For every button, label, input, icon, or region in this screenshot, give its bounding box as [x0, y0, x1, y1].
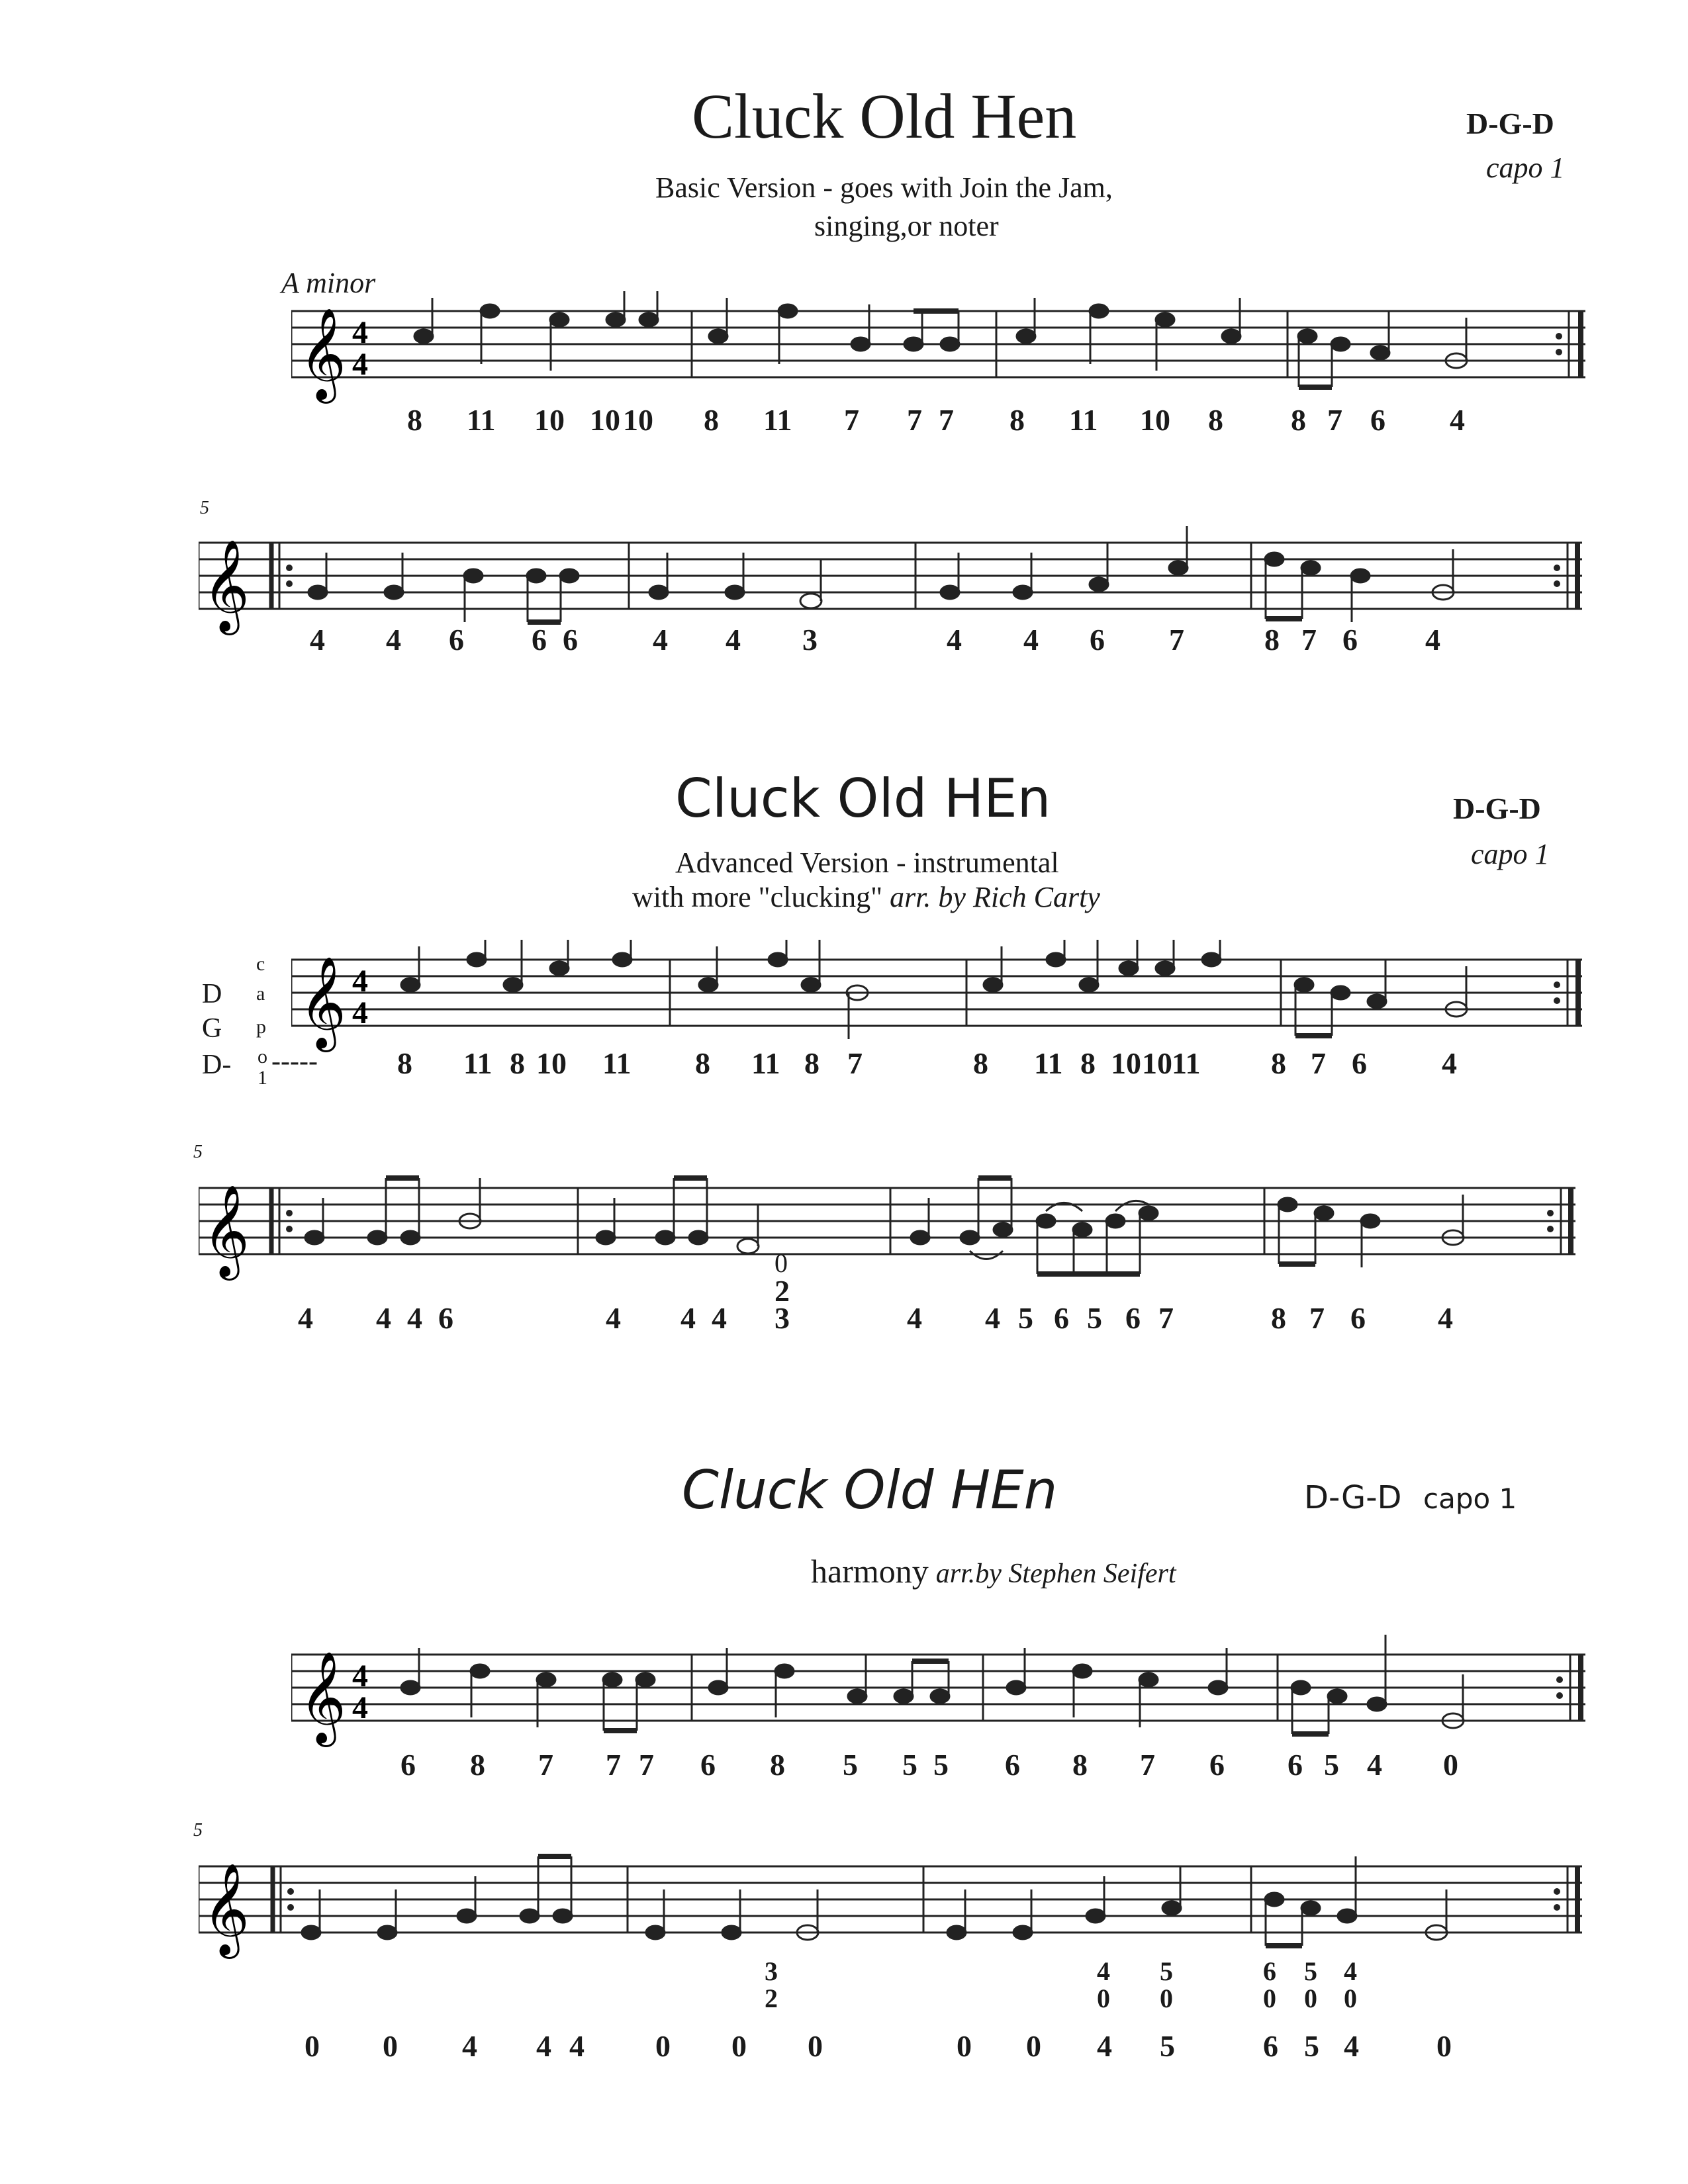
chord-number: 0	[1263, 1983, 1276, 2013]
tab-number: 7	[1309, 1301, 1325, 1335]
tab-number: 10	[623, 403, 653, 437]
tab-number: 4	[712, 1301, 727, 1335]
tab-number: 5	[1087, 1301, 1102, 1335]
capo-letter: c	[256, 953, 265, 975]
tab-number: 8	[770, 1748, 785, 1782]
tab-number: 6	[1342, 623, 1358, 657]
section3-capo: capo 1	[1423, 1482, 1517, 1515]
section3-subtitle	[811, 1552, 1176, 1590]
section3-title: Cluck Old HEn	[682, 1459, 1058, 1521]
section2-chord-stack	[774, 1248, 790, 1308]
section2-tuning: D-G-D	[1453, 792, 1541, 825]
capo-letter: a	[256, 983, 265, 1005]
tab-number: 7	[847, 1046, 863, 1080]
chord-number: 5	[1160, 1956, 1173, 1986]
capo-dashes: -----	[271, 1046, 318, 1077]
tab-number: 7	[1327, 403, 1342, 437]
tab-number: 4	[1097, 2029, 1112, 2063]
chord-number: 3	[765, 1956, 778, 1986]
tab-number: 11	[463, 1046, 492, 1080]
tab-number: 8	[1208, 403, 1223, 437]
section1-capo: capo 1	[1486, 152, 1565, 184]
tab-number: 6	[1352, 1046, 1367, 1080]
section1-tuning: D-G-D	[1466, 107, 1554, 140]
tab-number: 5	[902, 1748, 917, 1782]
tab-number: 7	[538, 1748, 553, 1782]
svg-text:𝄞: 𝄞	[203, 1185, 250, 1277]
section1-staff-row2	[199, 523, 1589, 642]
svg-text:𝄞: 𝄞	[203, 539, 250, 631]
tab-number: 11	[751, 1046, 780, 1080]
svg-text:4: 4	[352, 315, 368, 350]
svg-text:𝄞: 𝄞	[299, 956, 346, 1048]
tab-number: 4	[1438, 1301, 1453, 1335]
tab-number: 4	[536, 2029, 551, 2063]
tab-number: 8	[804, 1046, 820, 1080]
tab-number: 7	[1311, 1046, 1326, 1080]
tab-number: 0	[655, 2029, 671, 2063]
tab-number: 6	[1125, 1301, 1141, 1335]
tab-number: 4	[1367, 1748, 1382, 1782]
section3-chord-col-1	[765, 1956, 778, 2014]
tab-number: 4	[462, 2029, 477, 2063]
tab-number: 5	[1018, 1301, 1033, 1335]
section1-subtitle-line1: Basic Version - goes with Join the Jam,	[655, 171, 1113, 204]
tab-number: 10	[1142, 1046, 1172, 1080]
section2-staff-row2	[199, 1168, 1589, 1287]
tab-number: 7	[606, 1748, 621, 1782]
section3-staff-row2	[199, 1846, 1589, 1966]
tab-number: 0	[808, 2029, 823, 2063]
subtitle-plain: harmony	[811, 1553, 929, 1590]
tab-number: 10	[1111, 1046, 1141, 1080]
tab-number: 0	[305, 2029, 320, 2063]
chord-number: 5	[1304, 1956, 1317, 1986]
tab-number: 5	[1304, 2029, 1319, 2063]
tab-number: 6	[700, 1748, 716, 1782]
tab-number: 10	[1140, 403, 1170, 437]
tab-number: 4	[907, 1301, 922, 1335]
tab-number: 6	[1263, 2029, 1278, 2063]
section3-chord-col-6	[1344, 1956, 1357, 2014]
tab-number: 11	[1034, 1046, 1063, 1080]
tab-number: 10	[590, 403, 620, 437]
capo-letter: o	[258, 1046, 267, 1068]
tab-number: 8	[1291, 403, 1306, 437]
subtitle-arranger: arr. by Rich Carty	[890, 881, 1100, 913]
tab-number: 11	[1172, 1046, 1201, 1080]
tab-number: 0	[1026, 2029, 1041, 2063]
tab-number: 7	[844, 403, 859, 437]
chord-number: 4	[1344, 1956, 1357, 1986]
tab-number: 4	[1442, 1046, 1457, 1080]
tab-number: 4	[653, 623, 668, 657]
section3-row2-measure-number: 5	[193, 1820, 203, 1841]
subtitle-arranger: arr.by Stephen Seifert	[935, 1559, 1176, 1589]
section2-subtitle-line2	[632, 880, 1100, 914]
tab-number: 7	[939, 403, 954, 437]
section1-subtitle-line2: singing,or noter	[814, 210, 999, 242]
tab-number: 4	[310, 623, 325, 657]
tab-number: 6	[532, 623, 547, 657]
section2-subtitle-line1: Advanced Version - instrumental	[675, 846, 1059, 879]
tab-number: 7	[1169, 623, 1184, 657]
tab-number: 7	[639, 1748, 654, 1782]
section2-row2-measure-number: 5	[193, 1142, 203, 1162]
tab-number: 4	[1344, 2029, 1359, 2063]
tab-number: 4	[298, 1301, 313, 1335]
tab-number: 6	[1054, 1301, 1069, 1335]
section2-capo: capo 1	[1471, 838, 1550, 870]
section1-key-label: A minor	[281, 267, 376, 299]
tab-number: 5	[1160, 2029, 1175, 2063]
tab-number: 4	[947, 623, 962, 657]
section3-chord-col-2	[1097, 1956, 1110, 2014]
tab-number: 3	[774, 1301, 790, 1335]
tab-number: 3	[802, 623, 818, 657]
svg-text:4: 4	[352, 995, 368, 1030]
tab-number: 11	[602, 1046, 632, 1080]
tab-number: 7	[1301, 623, 1317, 657]
tab-number: 8	[470, 1748, 485, 1782]
tab-number: 11	[467, 403, 496, 437]
tab-number: 8	[973, 1046, 988, 1080]
chord-number: 0	[1344, 1983, 1357, 2013]
tab-number: 4	[376, 1301, 391, 1335]
tab-number: 10	[536, 1046, 567, 1080]
svg-text:𝄞: 𝄞	[203, 1863, 250, 1955]
string-label-d-bottom: D-	[202, 1050, 232, 1080]
tab-number: 0	[731, 2029, 747, 2063]
tab-number: 4	[680, 1301, 696, 1335]
subtitle-plain: with more "clucking"	[632, 881, 883, 913]
tab-number: 4	[606, 1301, 621, 1335]
tab-number: 6	[1288, 1748, 1303, 1782]
tab-number: 8	[1009, 403, 1025, 437]
tab-number: 6	[1370, 403, 1385, 437]
tab-number: 4	[386, 623, 401, 657]
tab-number: 6	[1090, 623, 1105, 657]
tab-number: 7	[1140, 1748, 1155, 1782]
tab-number: 6	[400, 1748, 416, 1782]
tab-number: 8	[1264, 623, 1280, 657]
tab-number: 8	[695, 1046, 710, 1080]
tab-number: 6	[1005, 1748, 1020, 1782]
chord-number: 2	[765, 1983, 778, 2013]
tab-number: 8	[1080, 1046, 1096, 1080]
tab-number: 6	[1350, 1301, 1366, 1335]
section1-title: Cluck Old Hen	[692, 81, 1077, 152]
section1-row2-measure-number: 5	[200, 498, 209, 518]
tab-number: 4	[1450, 403, 1465, 437]
tab-number: 0	[383, 2029, 398, 2063]
tab-number: 8	[704, 403, 719, 437]
tab-number: 11	[1069, 403, 1098, 437]
tab-number: 11	[763, 403, 792, 437]
tab-number: 8	[1072, 1748, 1088, 1782]
tab-number: 0	[1436, 2029, 1452, 2063]
svg-text:4: 4	[352, 1659, 368, 1694]
section3-chord-col-5	[1304, 1956, 1317, 2014]
svg-text:𝄞: 𝄞	[299, 1651, 346, 1743]
capo-letter: p	[256, 1016, 266, 1038]
chord-number: 0	[1160, 1983, 1173, 2013]
capo-letter: 1	[258, 1067, 267, 1089]
svg-text:4: 4	[352, 347, 368, 382]
tab-number: 5	[843, 1748, 858, 1782]
tab-number: 6	[563, 623, 578, 657]
tab-number: 4	[407, 1301, 422, 1335]
tab-number: 4	[569, 2029, 585, 2063]
section3-chord-col-3	[1160, 1956, 1173, 2014]
tab-number: 4	[1023, 623, 1039, 657]
tab-number: 4	[726, 623, 741, 657]
chord-number: 6	[1263, 1956, 1276, 1986]
tab-number: 6	[449, 623, 464, 657]
tab-number: 8	[397, 1046, 412, 1080]
chord-number: 0	[774, 1248, 788, 1278]
tab-number: 5	[1324, 1748, 1339, 1782]
svg-text:𝄞: 𝄞	[299, 308, 346, 400]
tab-number: 10	[534, 403, 565, 437]
tab-number: 6	[438, 1301, 453, 1335]
section2-title: Cluck Old HEn	[675, 768, 1051, 829]
svg-text:4: 4	[352, 1690, 368, 1725]
tab-number: 0	[957, 2029, 972, 2063]
tab-number: 6	[1209, 1748, 1225, 1782]
tab-number: 8	[510, 1046, 525, 1080]
tab-number: 5	[933, 1748, 949, 1782]
tab-number: 4	[985, 1301, 1000, 1335]
section3-tuning: D-G-D	[1304, 1479, 1402, 1516]
string-label-g: G	[202, 1013, 222, 1044]
section3-chord-col-4	[1263, 1956, 1276, 2014]
string-label-d-top: D	[202, 979, 222, 1009]
chord-number: 2	[774, 1274, 790, 1308]
chord-number: 4	[1097, 1956, 1110, 1986]
svg-text:4: 4	[352, 964, 368, 999]
tab-number: 7	[1158, 1301, 1174, 1335]
tab-number: 8	[1271, 1046, 1286, 1080]
tab-number: 0	[1443, 1748, 1458, 1782]
chord-number: 0	[1097, 1983, 1110, 2013]
tab-number: 8	[407, 403, 422, 437]
tab-number: 8	[1271, 1301, 1286, 1335]
chord-number: 0	[1304, 1983, 1317, 2013]
tab-number: 7	[907, 403, 922, 437]
tab-number: 4	[1425, 623, 1440, 657]
